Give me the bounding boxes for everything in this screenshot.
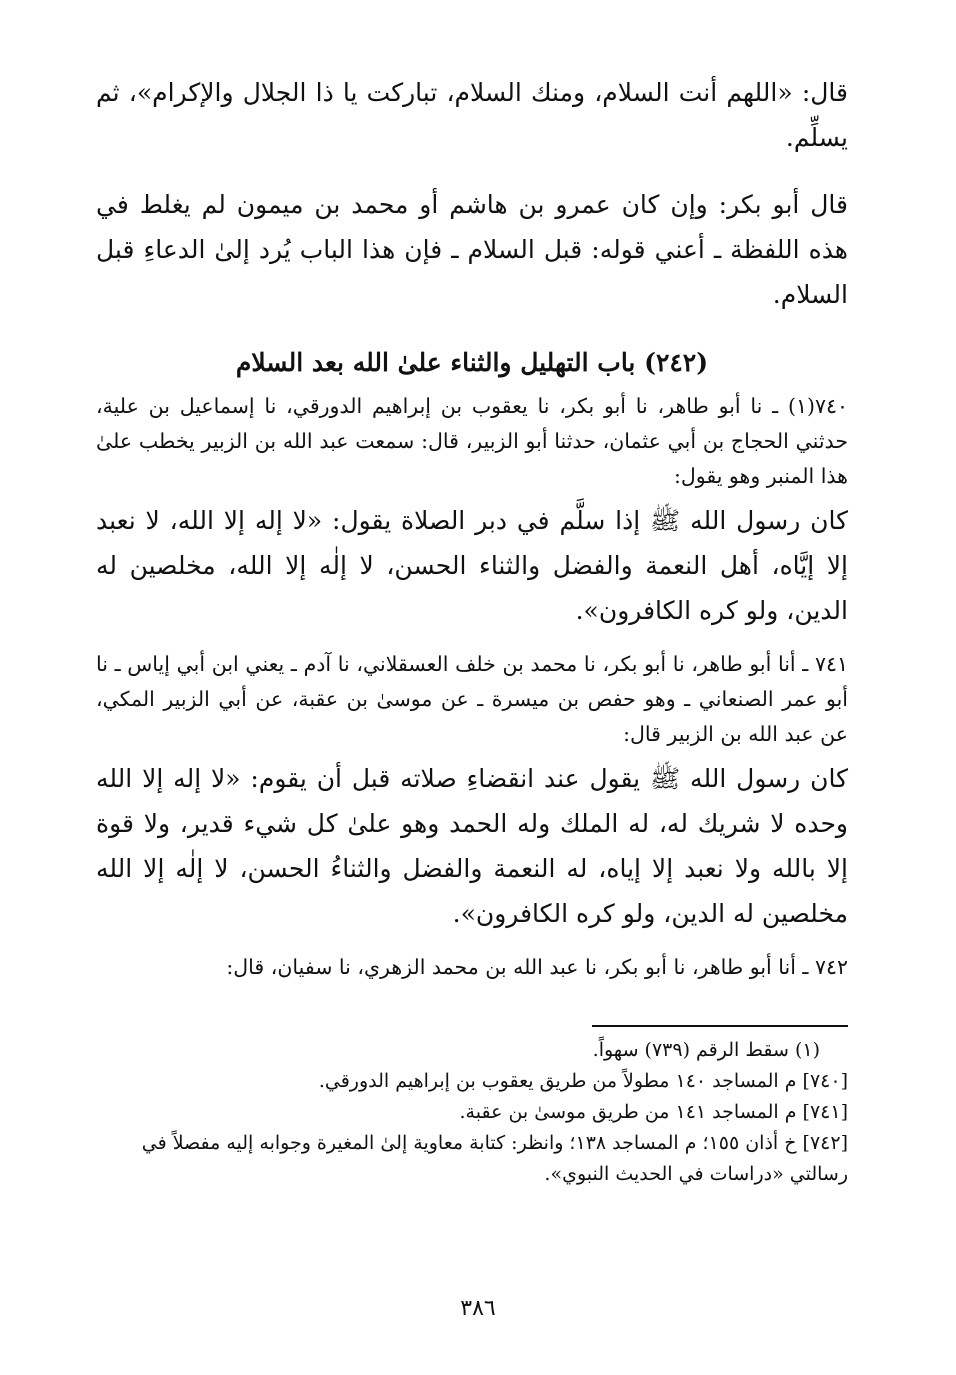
page-number: ٣٨٦ (460, 1296, 496, 1321)
hadith-742-isnad: ٧٤٢ ـ أنا أبو طاهر، نا أبو بكر، نا عبد الله بن محمد الزهري، نا سفيان، قال: (226, 955, 848, 979)
hadith-740-text: كان رسول الله ﷺ إذا سلَّم في دبر الصلاة يقول: «لا إله إلا الله، لا نعبد إلا إيَّاه، أهل النعمة والفضل والثناء الحسن، لا إلٰه إلا الله، مخلصين له الدين، ولو كره الكافرون». (96, 506, 848, 625)
footnote-740: [٧٤٠] م المساجد ١٤٠ مطولاً من طريق يعقوب بن إبراهيم الدورقي. (318, 1070, 848, 1092)
footnote-742: [٧٤٢] خ أذان ١٥٥؛ م المساجد ١٣٨؛ وانظر: كتابة معاوية إلىٰ المغيرة وجوابه إليه مفصلاً في رسالتي «دراسات في الحديث النبوي». (141, 1132, 848, 1185)
hadith-741-text: كان رسول الله ﷺ يقول عند انقضاءِ صلاته قبل أن يقوم: «لا إله إلا الله وحده لا شريك له، له الملك وله الحمد وهو علىٰ كل شيء قدير، ولا قوة إلا بالله ولا نعبد إلا إياه، له النعمة والفضل والثناءُ الحسن، لا إلٰه إلا الله مخلصين له الدين، ولو كره الكافرون». (96, 764, 848, 928)
footnotes (96, 1035, 848, 1190)
footnote-1: (١) سقط الرقم (٧٣٩) سهواً. (592, 1039, 820, 1061)
hadith-741-isnad: ٧٤١ ـ أنا أبو طاهر، نا أبو بكر، نا محمد بن خلف العسقلاني، نا آدم ـ يعني ابن أبي إياس ـ نا أبو عمر الصنعاني ـ وهو حفص بن ميسرة ـ عن موسىٰ بن عقبة، عن أبي الزبير المكي، عن عبد الله بن الزبير قال: (96, 652, 848, 746)
hadith-740-isnad: ٧٤٠(١) ـ نا أبو طاهر، نا أبو بكر، نا يعقوب بن إبراهيم الدورقي، نا إسماعيل بن علية، حدثني الحجاج بن أبي عثمان، حدثنا أبو الزبير، قال: سمعت عبد الله بن الزبير يخطب علىٰ هذا المنبر وهو يقول: (96, 394, 848, 488)
footnote-741: [٧٤١] م المساجد ١٤١ من طريق موسىٰ بن عقبة. (459, 1101, 848, 1123)
footnote-separator (592, 1025, 848, 1027)
paragraph-dua-ending: قال: «اللهم أنت السلام، ومنك السلام، تباركت يا ذا الجلال والإكرام»، ثم يسلِّم. (96, 78, 848, 152)
paragraph-abu-bakr-comment: قال أبو بكر: وإن كان عمرو بن هاشم أو محمد بن ميمون لم يغلط في هذه اللفظة ـ أعني قوله: قبل السلام ـ فإن هذا الباب يُرد إلىٰ الدعاءِ قبل السلام. (96, 190, 848, 309)
chapter-heading: (٢٤٢) باب التهليل والثناء علىٰ الله بعد السلام (235, 348, 709, 377)
